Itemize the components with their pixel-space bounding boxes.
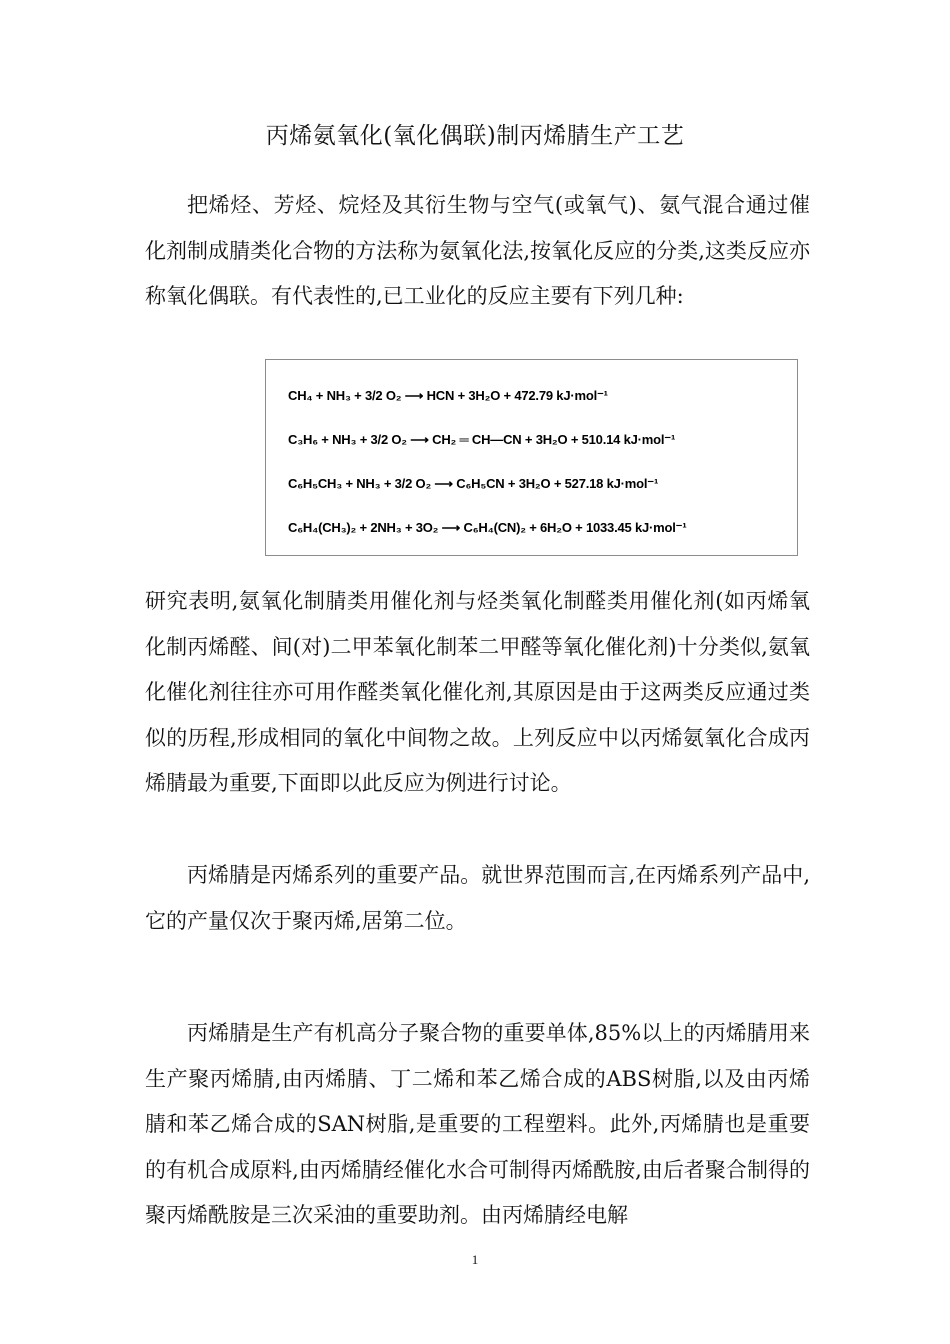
equation-propylene: C₃H₆ + NH₃ + 3/2 O₂ ⟶ CH₂ ═ CH—CN + 3H₂O + 510.14 kJ·mol⁻¹ (288, 432, 676, 447)
equation-xylene: C₆H₄(CH₃)₂ + 2NH₃ + 3O₂ ⟶ C₆H₄(CN)₂ + 6H₂O + 1033.45 kJ·mol⁻¹ (288, 520, 687, 535)
paragraph-research: 研究表明,氨氧化制腈类用催化剂与烃类氧化制醛类用催化剂(如丙烯氧化制丙烯醛、间(对)二甲苯氧化制苯二甲醛等氧化催化剂)十分类似,氨氧化催化剂往往亦可用作醛类氧化催化剂,其原因是由于这两类反应通过类似的历程,形成相同的氧化中间物之故。上列反应中以丙烯氨氧化合成丙烯腈最为重要,下面即以此反应为例进行讨论。 (145, 589, 810, 795)
equation-toluene: C₆H₅CH₃ + NH₃ + 3/2 O₂ ⟶ C₆H₅CN + 3H₂O + 527.18 kJ·mol⁻¹ (288, 476, 659, 491)
equation-methane: CH₄ + NH₃ + 3/2 O₂ ⟶ HCN + 3H₂O + 472.79 kJ·mol⁻¹ (288, 388, 608, 403)
paragraph-intro: 把烯烃、芳烃、烷烃及其衍生物与空气(或氧气)、氨气混合通过催化剂制成腈类化合物的方法称为氨氧化法,按氧化反应的分类,这类反应亦称氧化偶联。有代表性的,已工业化的反应主要有下列几种: (145, 193, 810, 308)
document-title: 丙烯氨氧化(氧化偶联)制丙烯腈生产工艺 (265, 123, 685, 149)
paragraph-monomer: 丙烯腈是生产有机高分子聚合物的重要单体,85%以上的丙烯腈用来生产聚丙烯腈,由丙烯腈、丁二烯和苯乙烯合成的ABS树脂,以及由丙烯腈和苯乙烯合成的SAN树脂,是重要的工程塑料。此外,丙烯腈也是重要的有机合成原料,由丙烯腈经催化水合可制得丙烯酰胺,由后者聚合制得的聚丙烯酰胺是三次采油的重要助剂。由丙烯腈经电解 (145, 1021, 810, 1227)
page-number: 1 (471, 1252, 479, 1267)
reaction-equations-figure (265, 359, 798, 556)
paragraph-product: 丙烯腈是丙烯系列的重要产品。就世界范围而言,在丙烯系列产品中,它的产量仅次于聚丙烯,居第二位。 (145, 863, 810, 933)
